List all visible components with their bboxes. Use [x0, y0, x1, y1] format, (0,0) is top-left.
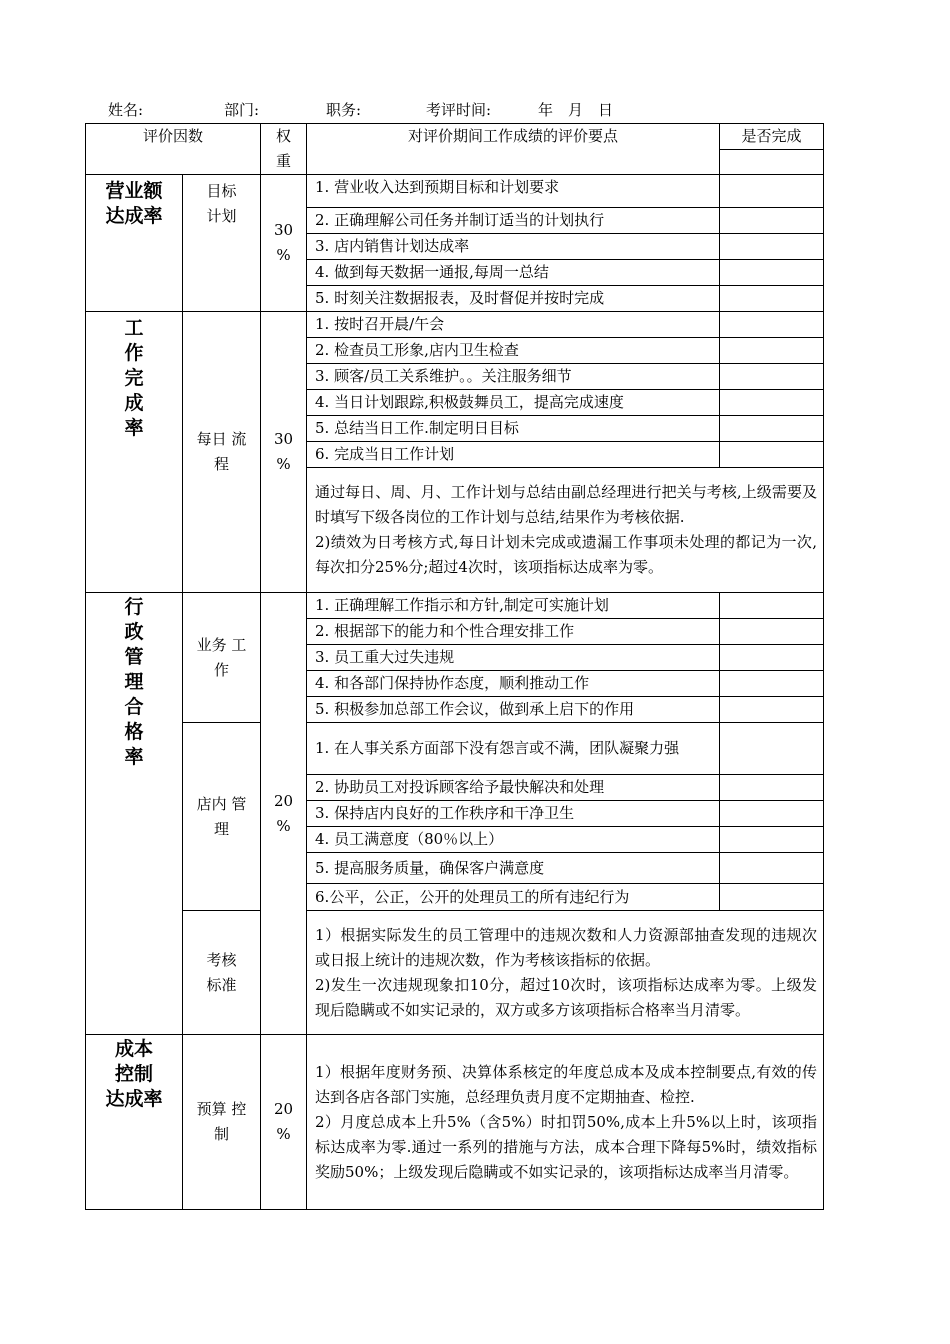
list-item: 2. 协助员工对投诉顾客给予最快解决和处理 — [307, 775, 720, 801]
list-item: 5. 积极参加总部工作会议，做到承上启下的作用 — [307, 697, 720, 723]
category-admin: 行 政 管 理 合 格 率 — [86, 593, 183, 1035]
list-item: 1. 在人事关系方面部下没有怨言或不满，团队凝聚力强 — [307, 723, 720, 775]
category-cost: 成本 控制 达成率 — [86, 1035, 183, 1210]
done-cell[interactable] — [720, 442, 824, 468]
done-cell[interactable] — [720, 150, 824, 175]
list-item: 2. 检查员工形象,店内卫生检查 — [307, 338, 720, 364]
list-item: 2. 正确理解公司任务并制订适当的计划执行 — [307, 208, 720, 234]
done-cell[interactable] — [720, 234, 824, 260]
table-row — [86, 175, 824, 208]
done-cell[interactable] — [720, 208, 824, 234]
eval-time-label: 考评时间: — [426, 101, 492, 119]
work-assessment-note: 通过每日、周、月、工作计划与总结由副总经理进行把关与考核,上级需要及时填写下级各岗位的工作计划与总结,结果作为考核依据. 2)绩效为日考核方式,每日计划未完成或遗漏工作事项未处理的都记为一次,每次扣分25%分;超过4次时，该项指标达成率为零。 — [307, 468, 824, 593]
done-cell[interactable] — [720, 260, 824, 286]
year-label: 年 — [538, 101, 554, 119]
list-item: 4. 员工满意度（80％以上） — [307, 827, 720, 853]
done-cell[interactable] — [720, 338, 824, 364]
sub-daily-process: 每日 流 程 — [183, 312, 261, 593]
weight-cost: 20 % — [261, 1035, 307, 1210]
form-header — [108, 98, 868, 122]
done-cell[interactable] — [720, 645, 824, 671]
list-item: 4. 当日计划跟踪,积极鼓舞员工，提高完成速度 — [307, 390, 720, 416]
done-cell[interactable] — [720, 853, 824, 884]
done-cell[interactable] — [720, 619, 824, 645]
sub-store-management: 店内 管 理 — [183, 723, 261, 911]
list-item: 5. 总结当日工作.制定明日目标 — [307, 416, 720, 442]
done-cell[interactable] — [720, 801, 824, 827]
done-cell[interactable] — [720, 775, 824, 801]
weight-admin: 20 % — [261, 593, 307, 1035]
list-item: 3. 店内销售计划达成率 — [307, 234, 720, 260]
weight-header: 权 重 — [261, 124, 307, 175]
done-cell[interactable] — [720, 312, 824, 338]
done-cell[interactable] — [720, 416, 824, 442]
sub-target-plan: 目标 计划 — [183, 175, 261, 312]
done-cell[interactable] — [720, 697, 824, 723]
weight-work: 30 % — [261, 312, 307, 593]
factor-header: 评价因数 — [86, 124, 261, 175]
table-row — [86, 1035, 824, 1210]
done-cell[interactable] — [720, 364, 824, 390]
done-cell[interactable] — [720, 884, 824, 911]
list-item: 3. 员工重大过失违规 — [307, 645, 720, 671]
list-item: 5. 时刻关注数据报表，及时督促并按时完成 — [307, 286, 720, 312]
dept-label: 部门: — [224, 101, 260, 119]
sub-business-work: 业务 工 作 — [183, 593, 261, 723]
cost-assessment-note: 1）根据年度财务预、决算体系核定的年度总成本及成本控制要点,有效的传达到各店各部门实施，总经理负责月度不定期抽查、检控. 2）月度总成本上升5%（含5%）时扣罚50%,成本上升5%以上时，该项指标达成率为零.通过一系列的措施与方法，成本合理下降每5%时，绩效指标奖励50%；上级发现后隐瞒或不如实记录的，该项指标达成率当月清零。 — [307, 1035, 824, 1210]
done-header: 是否完成 — [720, 124, 824, 150]
done-cell[interactable] — [720, 286, 824, 312]
list-item: 1. 营业收入达到预期目标和计划要求 — [307, 175, 720, 208]
table-row — [86, 312, 824, 338]
done-cell[interactable] — [720, 671, 824, 697]
done-cell[interactable] — [720, 175, 824, 208]
sub-budget-control: 预算 控 制 — [183, 1035, 261, 1210]
points-header: 对评价期间工作成绩的评价要点 — [307, 124, 720, 175]
evaluation-table — [85, 123, 824, 1210]
done-cell[interactable] — [720, 390, 824, 416]
category-revenue: 营业额 达成率 — [86, 175, 183, 312]
name-label: 姓名: — [108, 101, 144, 119]
table-row — [86, 593, 824, 619]
table-header-row — [86, 124, 824, 150]
list-item: 2. 根据部下的能力和个性合理安排工作 — [307, 619, 720, 645]
list-item: 1. 按时召开晨/午会 — [307, 312, 720, 338]
list-item: 6.公平，公正，公开的处理员工的所有违纪行为 — [307, 884, 720, 911]
sub-assessment-standard: 考核 标准 — [183, 911, 261, 1035]
done-cell[interactable] — [720, 593, 824, 619]
admin-assessment-note: 1）根据实际发生的员工管理中的违规次数和人力资源部抽查发现的违规次或日报上统计的违规次数，作为考核该指标的依据。 2)发生一次违规现象扣10分，超过10次时，该项指标达成率为零。上级发现后隐瞒或不如实记录的，双方或多方该项指标合格率当月清零。 — [307, 911, 824, 1035]
day-label: 日 — [598, 101, 614, 119]
done-cell[interactable] — [720, 827, 824, 853]
list-item: 5. 提高服务质量，确保客户满意度 — [307, 853, 720, 884]
list-item: 4. 和各部门保持协作态度，顺利推动工作 — [307, 671, 720, 697]
list-item: 3. 顾客/员工关系维护。。关注服务细节 — [307, 364, 720, 390]
position-label: 职务: — [326, 101, 362, 119]
category-work: 工 作 完 成 率 — [86, 312, 183, 593]
list-item: 4. 做到每天数据一通报,每周一总结 — [307, 260, 720, 286]
list-item: 6. 完成当日工作计划 — [307, 442, 720, 468]
list-item: 1. 正确理解工作指示和方针,制定可实施计划 — [307, 593, 720, 619]
list-item: 3. 保持店内良好的工作秩序和干净卫生 — [307, 801, 720, 827]
month-label: 月 — [568, 101, 584, 119]
weight-revenue: 30 % — [261, 175, 307, 312]
done-cell[interactable] — [720, 723, 824, 775]
